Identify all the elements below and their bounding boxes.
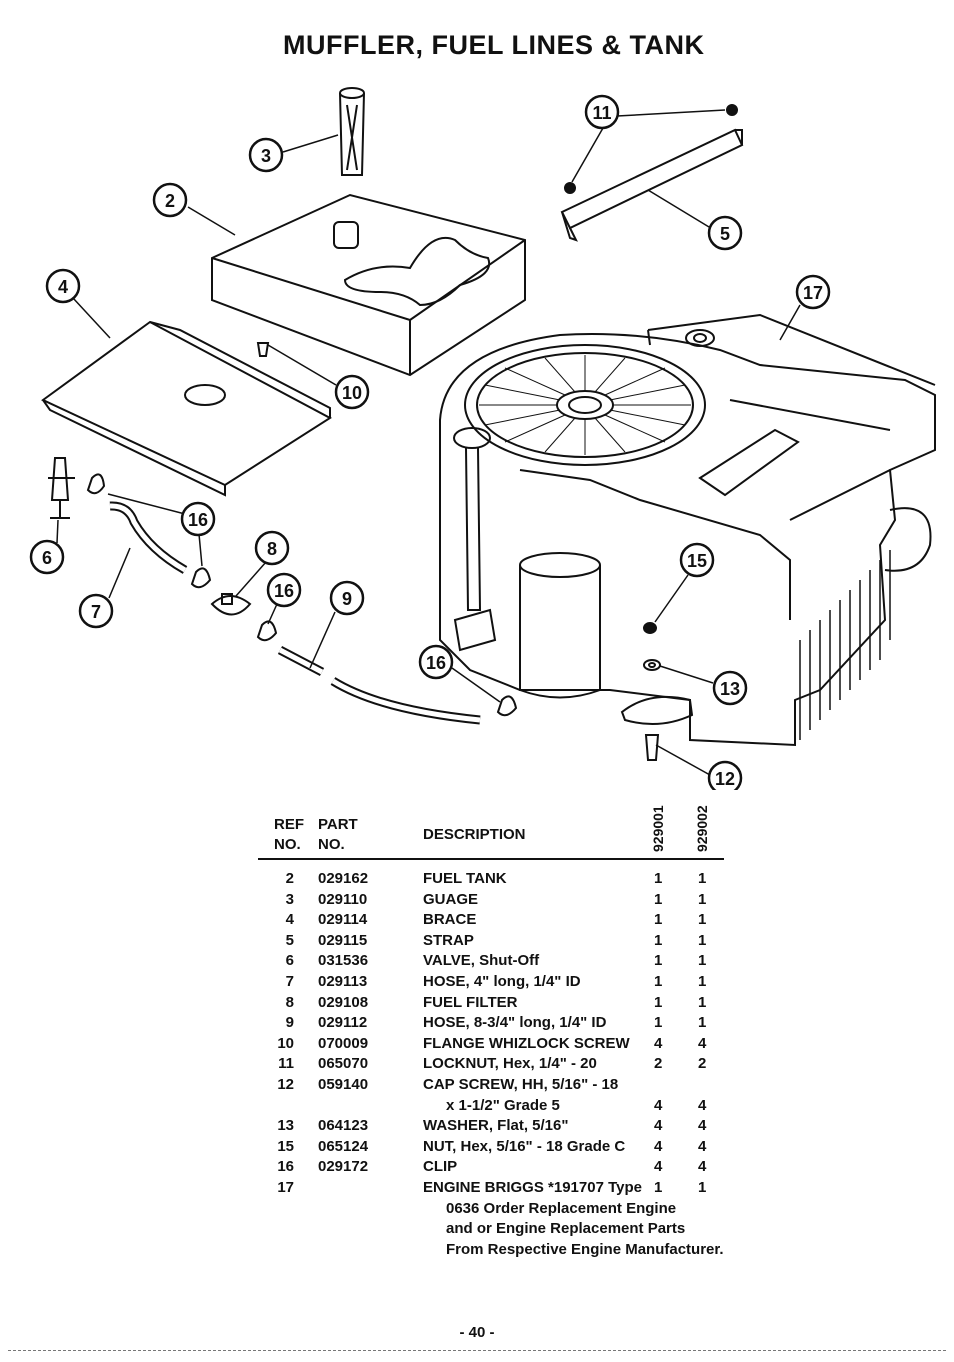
table-row <box>258 1035 728 1056</box>
qty-929001-cell: 4 <box>654 1117 663 1135</box>
part-number-cell: 070009 <box>318 1034 369 1052</box>
callout-label: 6 <box>41 548 53 568</box>
footer-divider <box>8 1350 946 1351</box>
model-929001-header: 929001 <box>650 805 666 852</box>
qty-929001-cell: 4 <box>654 1158 663 1176</box>
qty-929001-cell: 1 <box>654 972 663 990</box>
description-cell: WASHER, Flat, 5/16" <box>423 1117 569 1135</box>
callout-label: 4 <box>57 277 69 297</box>
callout-label: 2 <box>164 191 176 211</box>
description-cell: LOCKNUT, Hex, 1/4" - 20 <box>423 1055 597 1073</box>
parts-rows <box>258 870 728 1261</box>
table-row <box>258 891 728 912</box>
qty-929002-cell: 1 <box>698 931 707 949</box>
description-cell: NUT, Hex, 5/16" - 18 Grade C <box>423 1137 626 1155</box>
ref-cell: 3 <box>285 890 294 908</box>
qty-929001-cell: 4 <box>654 1137 663 1155</box>
exploded-parts-diagram <box>0 70 954 790</box>
qty-929001-cell: 2 <box>654 1055 663 1073</box>
ref-cell: 9 <box>285 1014 294 1032</box>
ref-cell: 10 <box>277 1034 294 1052</box>
description-cell: ENGINE BRIGGS *191707 Type <box>423 1178 642 1196</box>
table-row <box>258 1220 728 1241</box>
part-number-cell: 029115 <box>318 931 368 949</box>
callout-label: 16 <box>273 581 295 601</box>
qty-929001-cell: 1 <box>654 890 663 908</box>
description-cell: FUEL FILTER <box>423 993 518 1011</box>
callout-label: 5 <box>719 224 731 244</box>
qty-929001-cell: 1 <box>654 993 663 1011</box>
description-cell: HOSE, 4" long, 1/4" ID <box>423 972 581 990</box>
part-number-cell: 065070 <box>318 1055 369 1073</box>
description-cell: HOSE, 8-3/4" long, 1/4" ID <box>423 1014 607 1032</box>
ref-cell: 17 <box>277 1178 294 1196</box>
part-number-cell: 029110 <box>318 890 368 908</box>
part-number-cell: 029112 <box>318 1014 368 1032</box>
ref-header-line2: NO. <box>274 836 301 853</box>
qty-929001-cell: 4 <box>654 1034 663 1052</box>
header-divider <box>258 858 724 860</box>
callout-label: 9 <box>341 589 353 609</box>
ref-cell: 13 <box>277 1117 294 1135</box>
callout-label: 10 <box>341 383 363 403</box>
ref-cell: 8 <box>285 993 294 1011</box>
part-number-cell: 029172 <box>318 1158 369 1176</box>
qty-929002-cell: 1 <box>698 911 707 929</box>
qty-929001-cell: 1 <box>654 1014 663 1032</box>
table-row <box>258 1117 728 1138</box>
page-title: MUFFLER, FUEL LINES & TANK <box>283 30 705 60</box>
qty-929001-cell: 1 <box>654 952 663 970</box>
qty-929001-cell: 1 <box>654 1178 663 1196</box>
callout-label: 15 <box>686 551 708 571</box>
table-row <box>258 1076 728 1097</box>
description-cell: BRACE <box>423 911 477 929</box>
ref-cell: 2 <box>285 870 294 887</box>
table-row <box>258 994 728 1015</box>
qty-929002-cell: 1 <box>698 890 707 908</box>
part-number-cell: 029108 <box>318 993 369 1011</box>
callout-label: 11 <box>592 103 612 123</box>
table-row <box>258 1138 728 1159</box>
ref-cell: 11 <box>278 1055 294 1073</box>
table-row <box>258 1179 728 1200</box>
part-number-cell: 029162 <box>318 870 369 887</box>
gauge-illustration <box>340 88 364 175</box>
description-cell: x 1-1/2" Grade 5 <box>446 1096 560 1114</box>
table-row <box>258 1158 728 1179</box>
qty-929001-cell: 4 <box>654 1096 663 1114</box>
part-number-cell: 031536 <box>318 952 369 970</box>
table-row <box>258 870 728 891</box>
callout-label: 12 <box>714 769 736 789</box>
part-header-line2: NO. <box>318 836 345 853</box>
description-cell: STRAP <box>423 931 474 949</box>
callout-label: 17 <box>802 283 824 303</box>
table-row <box>258 911 728 932</box>
part-number-cell: 029114 <box>318 911 368 929</box>
description-cell: CAP SCREW, HH, 5/16" - 18 <box>423 1075 619 1093</box>
description-cell: CLIP <box>423 1158 458 1176</box>
qty-929002-cell: 4 <box>698 1158 707 1176</box>
callout-label: 8 <box>266 539 278 559</box>
model-929002-header: 929002 <box>694 805 710 852</box>
callout-label: 7 <box>90 602 102 622</box>
description-cell: From Respective Engine Manufacturer. <box>446 1240 724 1258</box>
callout-label: 16 <box>425 653 447 673</box>
qty-929002-cell: 4 <box>698 1117 707 1135</box>
qty-929002-cell: 4 <box>698 1034 707 1052</box>
ref-cell: 16 <box>277 1158 294 1176</box>
table-row <box>258 932 728 953</box>
qty-929001-cell: 1 <box>654 931 663 949</box>
description-cell: GUAGE <box>423 890 479 908</box>
qty-929002-cell: 2 <box>698 1055 707 1073</box>
ref-cell: 12 <box>277 1075 294 1093</box>
description-cell: FUEL TANK <box>423 870 507 887</box>
ref-cell: 6 <box>285 952 294 970</box>
qty-929002-cell: 4 <box>698 1096 707 1114</box>
page-number: - 40 - <box>459 1324 495 1341</box>
description-cell: 0636 Order Replacement Engine <box>446 1199 677 1217</box>
qty-929002-cell: 1 <box>698 1178 707 1196</box>
ref-cell: 15 <box>277 1137 294 1155</box>
qty-929001-cell: 1 <box>654 870 663 887</box>
qty-929002-cell: 1 <box>698 993 707 1011</box>
qty-929002-cell: 1 <box>698 1014 707 1032</box>
description-cell: VALVE, Shut-Off <box>423 952 540 970</box>
table-row <box>258 1200 728 1221</box>
table-row <box>258 1241 728 1262</box>
table-row <box>258 1055 728 1076</box>
ref-cell: 4 <box>285 911 294 929</box>
part-number-cell: 065124 <box>318 1137 369 1155</box>
part-header-line1: PART <box>318 816 358 833</box>
qty-929002-cell: 1 <box>698 972 707 990</box>
qty-929002-cell: 1 <box>698 870 707 887</box>
callout-label: 3 <box>260 146 272 166</box>
ref-cell: 7 <box>285 972 294 990</box>
table-row <box>258 952 728 973</box>
callout-label: 13 <box>719 679 741 699</box>
qty-929002-cell: 4 <box>698 1137 707 1155</box>
ref-cell: 5 <box>285 931 294 949</box>
table-row <box>258 973 728 994</box>
brace-illustration <box>43 322 330 495</box>
description-cell: and or Engine Replacement Parts <box>446 1220 686 1238</box>
description-cell: FLANGE WHIZLOCK SCREW <box>423 1034 630 1052</box>
part-number-cell: 029113 <box>318 972 368 990</box>
table-row <box>258 1097 728 1118</box>
table-row <box>258 1014 728 1035</box>
callout-label: 16 <box>187 510 209 530</box>
part-number-cell: 059140 <box>318 1075 369 1093</box>
engine-illustration <box>440 315 935 745</box>
description-header: DESCRIPTION <box>423 826 526 843</box>
qty-929001-cell: 1 <box>654 911 663 929</box>
ref-header-line1: REF <box>274 816 304 833</box>
part-number-cell: 064123 <box>318 1117 369 1135</box>
qty-929002-cell: 1 <box>698 952 707 970</box>
